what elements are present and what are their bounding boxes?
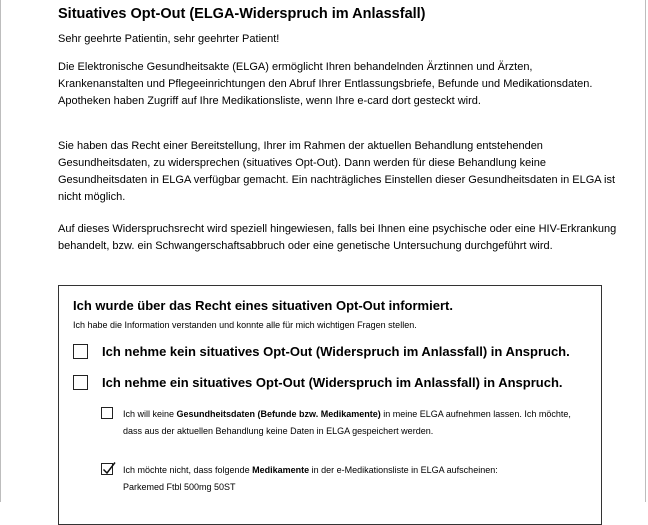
option-opt-out[interactable] — [73, 375, 563, 390]
opt-out-label: Ich nehme ein situatives Opt-Out (Widerspruch im Anlassfall) in Anspruch. — [102, 375, 563, 390]
no-opt-out-checkbox[interactable] — [73, 344, 88, 359]
paragraph-special-notice: Auf dieses Widerspruchsrecht wird speziell hingewiesen, falls bei Ihnen eine psychische oder eine HIV-Erkrankung behandelt, bzw. ein Schwangerschaftsabbruch oder eine genetische Untersuchung durchgeführt wird. — [58, 223, 617, 252]
no-health-data-text: Ich will keine Gesundheitsdaten (Befunde bzw. Medikamente) in meine ELGA aufnehmen lassen. Ich möchte, dass aus der aktuellen Behandlung keine Daten in ELGA gespeichert werden. — [123, 409, 571, 436]
no-opt-out-label: Ich nehme kein situatives Opt-Out (Widerspruch im Anlassfall) in Anspruch. — [102, 344, 570, 359]
checkmark-icon — [101, 461, 117, 477]
paragraph-elga-info: Die Elektronische Gesundheitsakte (ELGA) ermöglicht Ihren behandelnden Ärztinnen und Ärzten, Krankenanstalten und Pflegeeinrichtungen den Abruf Ihrer Entlassungsbriefe, Befunde und Medikationsdaten. Apotheken haben Zugriff auf Ihre Medikationsliste, wenn Ihre e-card dort gesteckt wird. — [58, 61, 593, 107]
no-health-data-bold: Gesundheitsdaten (Befunde bzw. Medikamente) — [176, 409, 381, 419]
sub-option-exclude-medications[interactable] — [101, 462, 581, 496]
exclude-medications-checkbox[interactable] — [101, 463, 113, 475]
consent-box-note: Ich habe die Information verstanden und konnte alle für mich wichtigen Fragen stellen. — [73, 320, 417, 330]
exclude-medications-text: Ich möchte nicht, dass folgende Medikamente in der e-Medikationsliste in ELGA aufscheinen: Parkemed Ftbl 500mg 50ST — [123, 462, 581, 496]
page-title: Situatives Opt-Out (ELGA-Widerspruch im Anlassfall) — [58, 6, 426, 22]
no-health-data-checkbox[interactable] — [101, 407, 113, 419]
medication-name: Parkemed Ftbl 500mg 50ST — [123, 482, 236, 492]
greeting: Sehr geehrte Patientin, sehr geehrter Patient! — [58, 33, 280, 45]
consent-box — [58, 285, 602, 525]
opt-out-checkbox[interactable] — [73, 375, 88, 390]
paragraph-opt-out-right: Sie haben das Recht einer Bereitstellung, Ihrer im Rahmen der aktuellen Behandlung entstehenden Gesundheitsdaten, zu widersprechen (situatives Opt-Out). Dann werden für diese Behandlung keine Gesundheitsdaten in ELGA verfügbar gemacht. Ein nachträgliches Einstellen dieser Gesundheitsdaten in ELGA ist nicht möglich. — [58, 140, 616, 203]
exclude-medications-bold: Medikamente — [252, 465, 310, 475]
sub-option-no-health-data[interactable] — [101, 406, 581, 440]
option-no-opt-out[interactable] — [73, 344, 570, 359]
consent-box-title: Ich wurde über das Recht eines situativen Opt-Out informiert. — [73, 298, 453, 313]
